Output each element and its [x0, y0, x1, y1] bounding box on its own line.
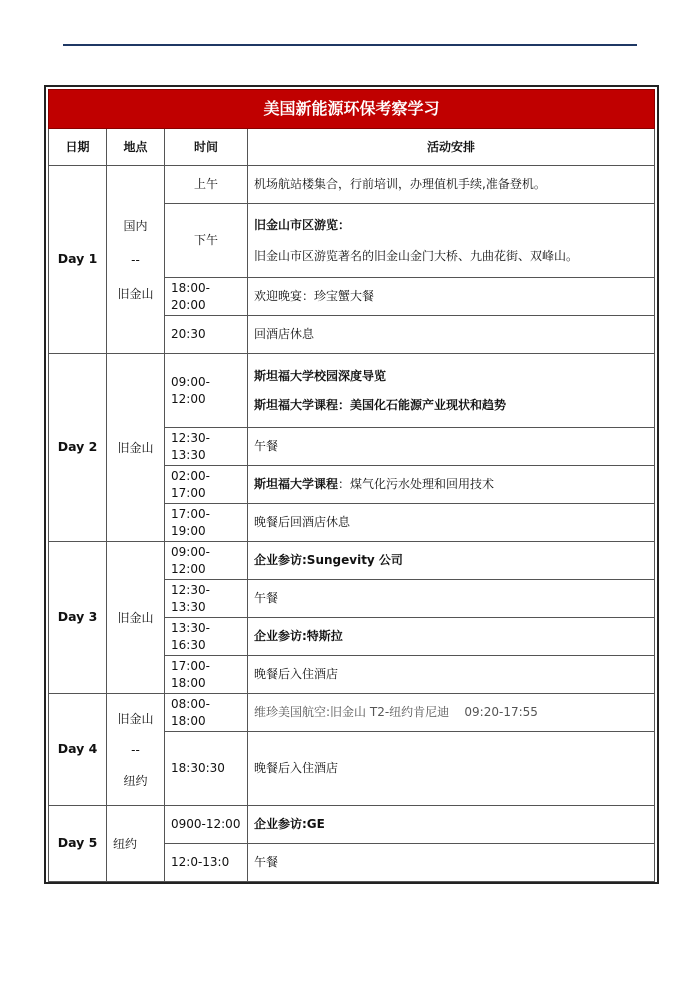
place-line: 旧金山: [117, 711, 154, 726]
day-label: Day 5: [49, 806, 107, 882]
activity-cell: [248, 316, 655, 354]
table-row: [49, 354, 655, 428]
activity-cell: [248, 204, 655, 278]
activity-cell: [248, 278, 655, 316]
table-row: [49, 166, 655, 204]
activity-heading: 斯坦福大学课程: [254, 477, 339, 492]
time-cell: 17:00-19:00: [165, 504, 248, 542]
activity-text: 回酒店休息: [254, 327, 315, 342]
time-cell: 上午: [165, 166, 248, 204]
activity-cell: [248, 806, 655, 844]
time-cell: 20:30: [165, 316, 248, 354]
activity-cell: [248, 166, 655, 204]
table-row: [49, 806, 655, 844]
activity-heading: 旧金山市区游览：: [254, 218, 351, 233]
activity-heading: 企业参访:GE: [254, 817, 325, 832]
activity-text: 午餐: [254, 855, 279, 870]
place-cell: [107, 806, 165, 882]
activity-text: 维珍美国航空:旧金山 T2-纽约肯尼迪 09:20-17:55: [254, 705, 538, 720]
place-cell: [107, 542, 165, 694]
activity-cell: [248, 618, 655, 656]
time-cell: 下午: [165, 204, 248, 278]
time-cell: 13:30-16:30: [165, 618, 248, 656]
header-time: 时间: [165, 129, 248, 166]
time-cell: 09:00-12:00: [165, 354, 248, 428]
activity-text: 旧金山市区游览著名的旧金山金门大桥、九曲花街、双峰山。: [254, 248, 579, 263]
activity-cell: [248, 466, 655, 504]
table-row: [49, 694, 655, 732]
day-label: Day 1: [49, 166, 107, 354]
place-line: 旧金山: [117, 440, 154, 455]
place-line: 纽约: [123, 773, 148, 788]
activity-cell: [248, 656, 655, 694]
activity-text: 欢迎晚宴：珍宝蟹大餐: [254, 289, 375, 304]
activity-cell: [248, 732, 655, 806]
time-cell: 18:00-20:00: [165, 278, 248, 316]
activity-cell: [248, 428, 655, 466]
header-activity: 活动安排: [248, 129, 655, 166]
activity-heading: 斯坦福大学校园深度导览: [254, 369, 387, 384]
header-place: 地点: [107, 129, 165, 166]
time-cell: 18:30:30: [165, 732, 248, 806]
activity-cell: [248, 354, 655, 428]
place-cell: [107, 694, 165, 806]
schedule-table: [48, 89, 655, 882]
activity-cell: [248, 504, 655, 542]
activity-text: 午餐: [254, 591, 279, 606]
activity-heading: 企业参访:Sungevity 公司: [254, 553, 403, 568]
place-line: 国内: [123, 218, 148, 233]
activity-heading: 斯坦福大学课程：美国化石能源产业现状和趋势: [254, 397, 507, 412]
time-cell: 02:00-17:00: [165, 466, 248, 504]
time-cell: 0900-12:00: [165, 806, 248, 844]
place-line: 纽约: [113, 836, 138, 851]
activity-text: ：煤气化污水处理和回用技术: [338, 477, 495, 492]
schedule-frame: [44, 85, 659, 884]
activity-cell: [248, 694, 655, 732]
activity-text: 机场航站楼集合，行前培训，办理值机手续,准备登机。: [254, 177, 546, 192]
activity-text: 晚餐后入住酒店: [254, 761, 339, 776]
place-line: 旧金山: [117, 286, 154, 301]
time-cell: 08:00-18:00: [165, 694, 248, 732]
table-title: 美国新能源环保考察学习: [49, 90, 655, 129]
time-cell: 12:30-13:30: [165, 580, 248, 618]
activity-text: 晚餐后入住酒店: [254, 667, 339, 682]
header-date: 日期: [49, 129, 107, 166]
activity-text: 晚餐后回酒店休息: [254, 515, 351, 530]
activity-cell: [248, 542, 655, 580]
place-line: 旧金山: [117, 610, 154, 625]
time-cell: 09:00-12:00: [165, 542, 248, 580]
place-cell: [107, 166, 165, 354]
activity-cell: [248, 580, 655, 618]
time-cell: 12:0-13:0: [165, 844, 248, 882]
day-label: Day 3: [49, 542, 107, 694]
table-row: [49, 542, 655, 580]
activity-text: 午餐: [254, 439, 279, 454]
activity-cell: [248, 844, 655, 882]
place-line: --: [131, 742, 140, 757]
place-cell: [107, 354, 165, 542]
activity-heading: 企业参访:特斯拉: [254, 629, 343, 644]
time-cell: 17:00-18:00: [165, 656, 248, 694]
top-rule: [63, 44, 637, 46]
place-line: --: [131, 252, 140, 267]
day-label: Day 2: [49, 354, 107, 542]
day-label: Day 4: [49, 694, 107, 806]
time-cell: 12:30-13:30: [165, 428, 248, 466]
